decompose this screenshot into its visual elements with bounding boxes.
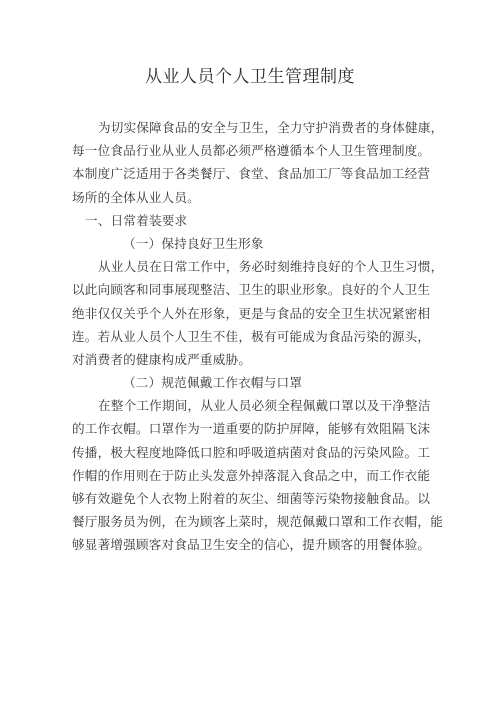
- body-line: 作帽的作用则在于防止头发意外掉落混入食品之中，而工作衣能: [72, 467, 431, 483]
- body-line: （一）保持良好卫生形象: [123, 235, 264, 251]
- body-line: 够显著增强顾客对食品卫生安全的信心，提升顾客的用餐体验。: [72, 537, 431, 553]
- body-line: 够有效避免个人衣物上附着的灰尘、细菌等污染物接触食品。以: [72, 491, 431, 506]
- body-line: 连。若从业人员个人卫生不佳，极有可能成为食品污染的源头，: [72, 328, 431, 344]
- body-line: 本制度广泛适用于各类餐厅、食堂、食品加工厂等食品加工经营: [72, 166, 431, 182]
- body-line: 的工作衣帽。口罩作为一道重要的防护屏障，能够有效阻隔飞沫: [72, 421, 431, 437]
- body-line: 从业人员在日常工作中，务必时刻维持良好的个人卫生习惯，: [98, 259, 444, 275]
- body-line: 场所的全体从业人员。: [72, 189, 200, 205]
- document-body: [72, 116, 444, 557]
- body-line: 绝非仅仅关乎个人外在形象，更是与食品的安全卫生状况紧密相: [72, 305, 431, 321]
- body-line: 在整个工作期间，从业人员必须全程佩戴口罩以及干净整洁: [98, 398, 431, 414]
- body-line: 为切实保障食品的安全与卫生，全力守护消费者的身体健康，: [98, 120, 444, 135]
- body-line: 每一位食品行业从业人员都必须严格遵循本个人卫生管理制度。: [72, 143, 431, 159]
- body-line: 以此向顾客和同事展现整洁、卫生的职业形象。良好的个人卫生: [72, 282, 431, 298]
- body-line: （二）规范佩戴工作衣帽与口罩: [123, 375, 303, 391]
- document-title: 从业人员个人卫生管理制度: [145, 67, 355, 87]
- body-line: 一、日常着装要求: [85, 212, 188, 228]
- body-line: 对消费者的健康构成严重威胁。: [72, 351, 252, 367]
- body-line: 传播，极大程度地降低口腔和呼吸道病菌对食品的污染风险。工: [72, 444, 431, 460]
- body-line: 餐厅服务员为例，在为顾客上菜时，规范佩戴口罩和工作衣帽，能: [72, 514, 444, 530]
